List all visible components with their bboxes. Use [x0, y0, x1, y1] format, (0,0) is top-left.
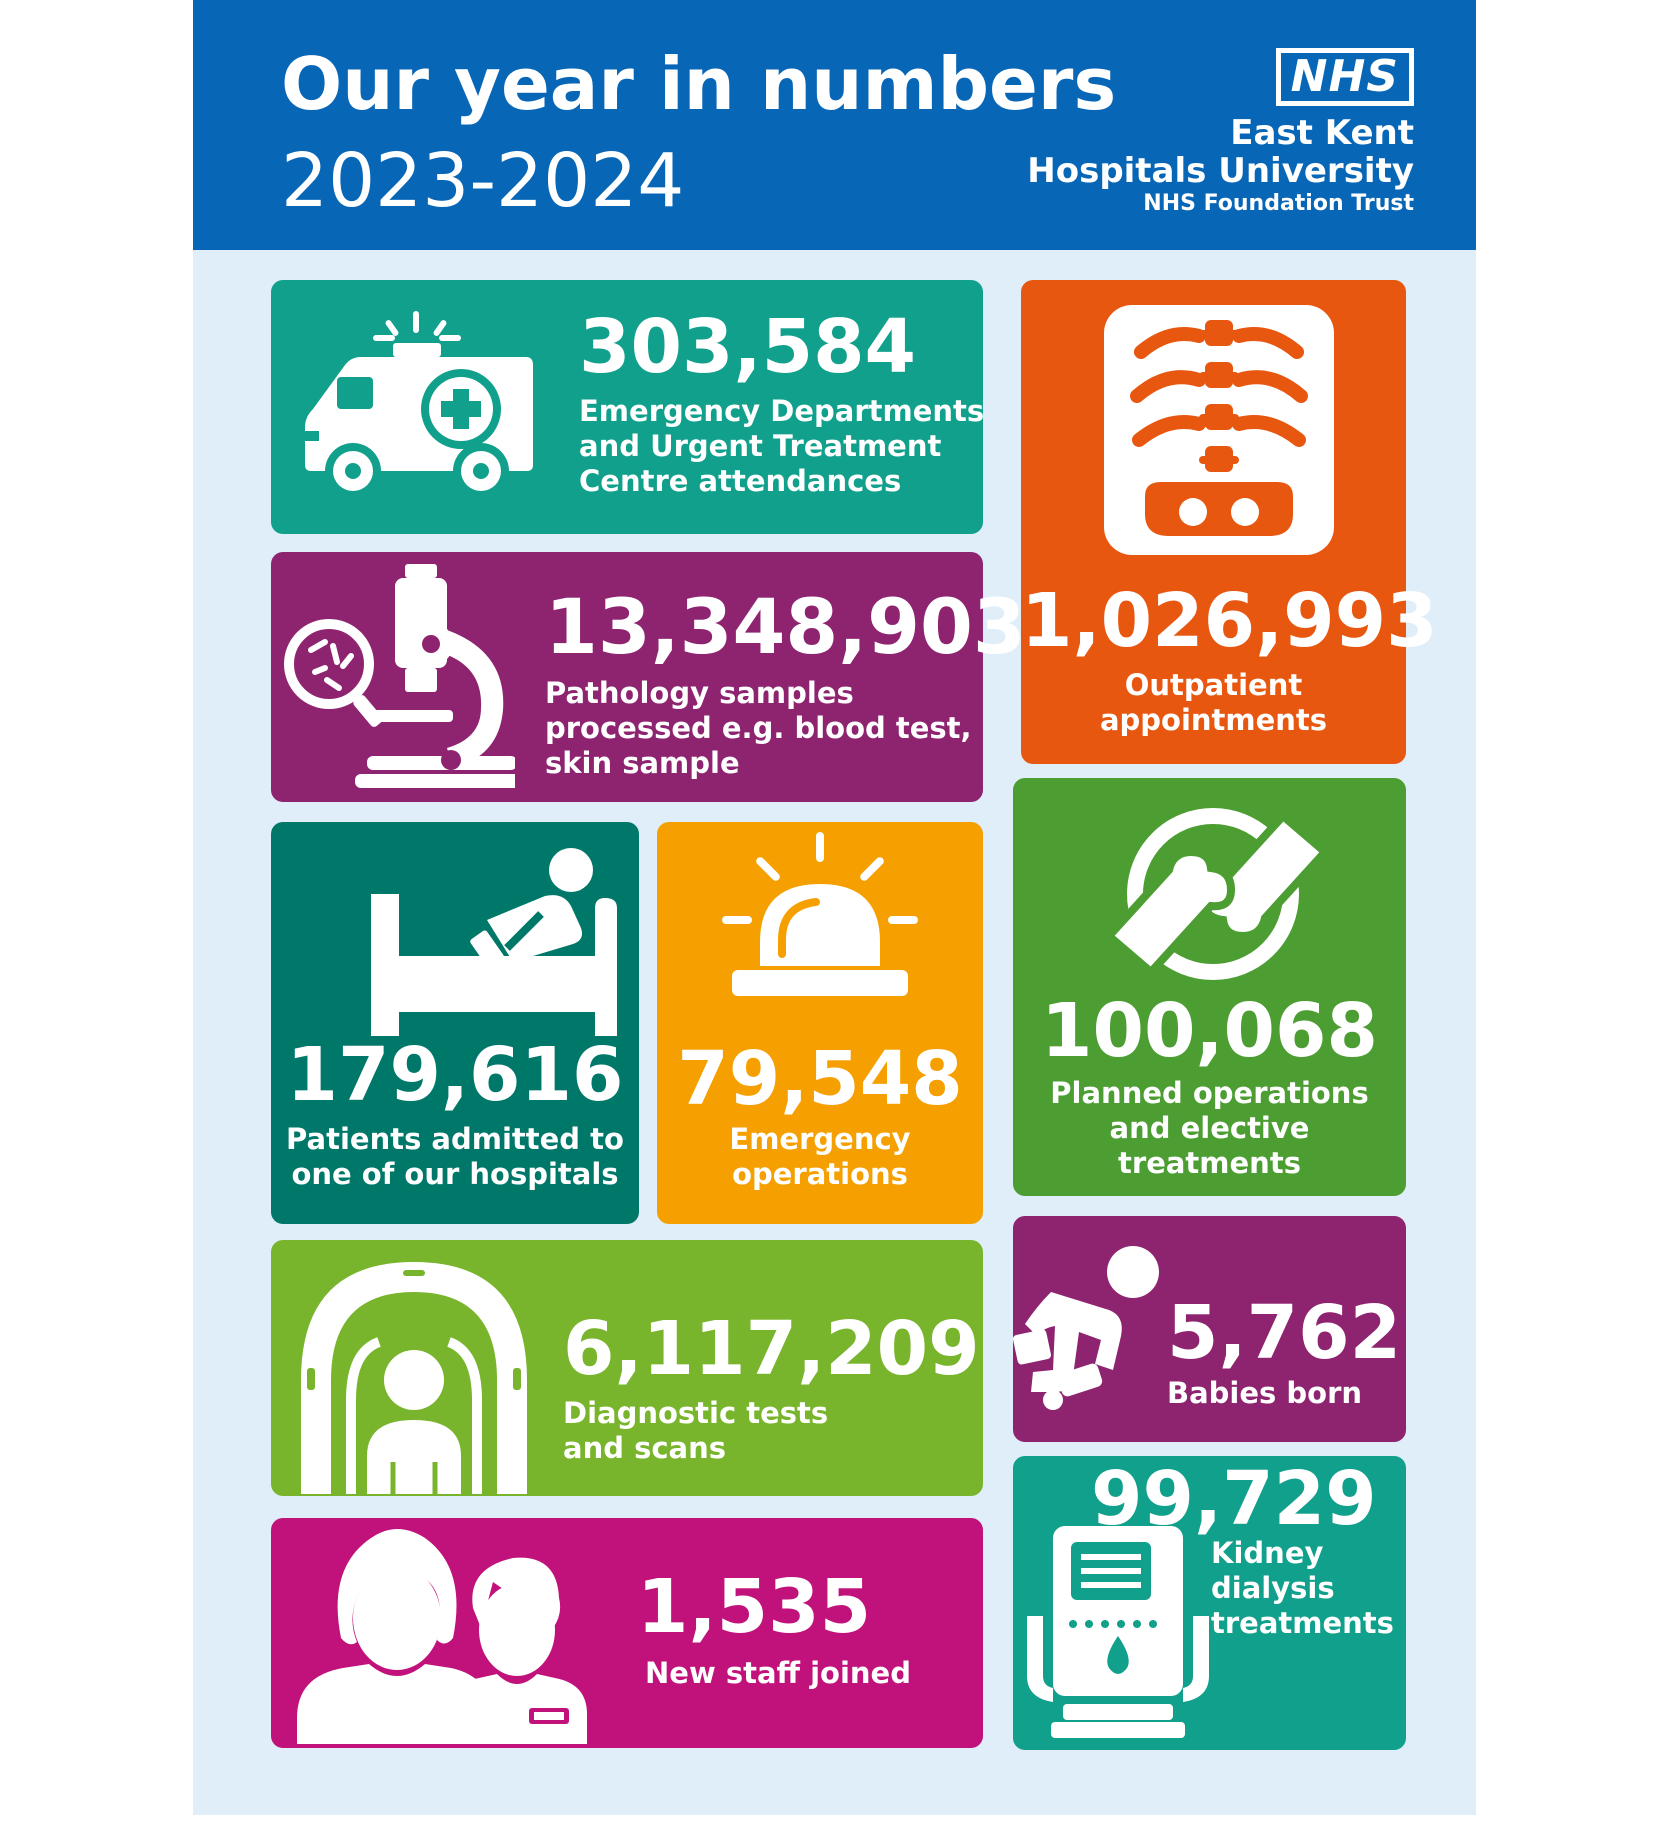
page-subtitle-year: 2023-2024 [281, 138, 685, 224]
stat-value-emergency-ops: 79,548 [677, 1036, 963, 1122]
stat-label-outpatient: Outpatient appointments [1099, 668, 1328, 737]
tile-pathology-samples [271, 552, 1026, 802]
stat-label-admitted: Patients admitted to one of our hospitals [286, 1122, 624, 1191]
infographic-poster [193, 0, 1476, 1815]
stat-value-pathology: 13,348,903 [545, 582, 1026, 671]
stat-label-staff: New staff joined [645, 1656, 911, 1690]
nhs-logo-box: NHS [1276, 48, 1414, 106]
stat-label-emergency-ops: Emergency operations [729, 1122, 911, 1191]
tile-babies-born [1013, 1216, 1406, 1442]
microscope-icon [275, 560, 515, 790]
nhs-logo [1027, 48, 1414, 218]
tile-kidney-dialysis [1013, 1456, 1406, 1750]
org-name-line3: NHS Foundation Trust [1143, 191, 1414, 216]
stat-value-dialysis: 99,729 [1091, 1456, 1377, 1542]
xray-icon [1099, 300, 1339, 560]
stat-label-pathology: Pathology samples processed e.g. blood test, skin sample [545, 676, 972, 780]
tile-emergency-operations [657, 822, 983, 1224]
stat-label-babies: Babies born [1167, 1376, 1363, 1410]
stat-label-diagnostic: Diagnostic tests and scans [563, 1396, 829, 1465]
tile-diagnostic-tests [271, 1240, 983, 1496]
tile-patients-admitted [271, 822, 639, 1224]
stat-value-planned-ops: 100,068 [1040, 988, 1379, 1074]
staff-icon [297, 1518, 617, 1748]
stat-value-staff: 1,535 [637, 1564, 872, 1650]
tile-planned-operations [1013, 778, 1406, 1196]
dialysis-machine-icon [1023, 1516, 1213, 1746]
scanner-icon [289, 1250, 539, 1500]
baby-icon [1013, 1236, 1163, 1416]
stat-value-emergency: 303,584 [579, 304, 917, 390]
stat-label-emergency: Emergency Departments and Urgent Treatment Centre attendances [579, 394, 985, 498]
tile-new-staff [271, 1518, 983, 1748]
tile-emergency-attendances [271, 280, 983, 534]
stat-label-planned-ops: Planned operations and elective treatments [1050, 1076, 1369, 1180]
hospital-bed-icon [367, 836, 627, 1036]
stat-value-admitted: 179,616 [286, 1032, 624, 1118]
tile-outpatient-appointments [1021, 280, 1438, 764]
header-banner [193, 0, 1476, 250]
joint-icon [1093, 786, 1343, 996]
page-title: Our year in numbers [281, 42, 1117, 126]
org-name-line1: East Kent [1230, 113, 1414, 153]
ambulance-icon [301, 305, 541, 505]
siren-icon [720, 832, 920, 1012]
stat-value-diagnostic: 6,117,209 [563, 1306, 980, 1392]
stat-value-babies: 5,762 [1167, 1290, 1402, 1376]
stat-value-outpatient: 1,026,993 [1021, 578, 1438, 664]
org-name-line2: Hospitals University [1027, 151, 1414, 191]
stat-label-dialysis: Kidney dialysis treatments [1211, 1536, 1394, 1640]
